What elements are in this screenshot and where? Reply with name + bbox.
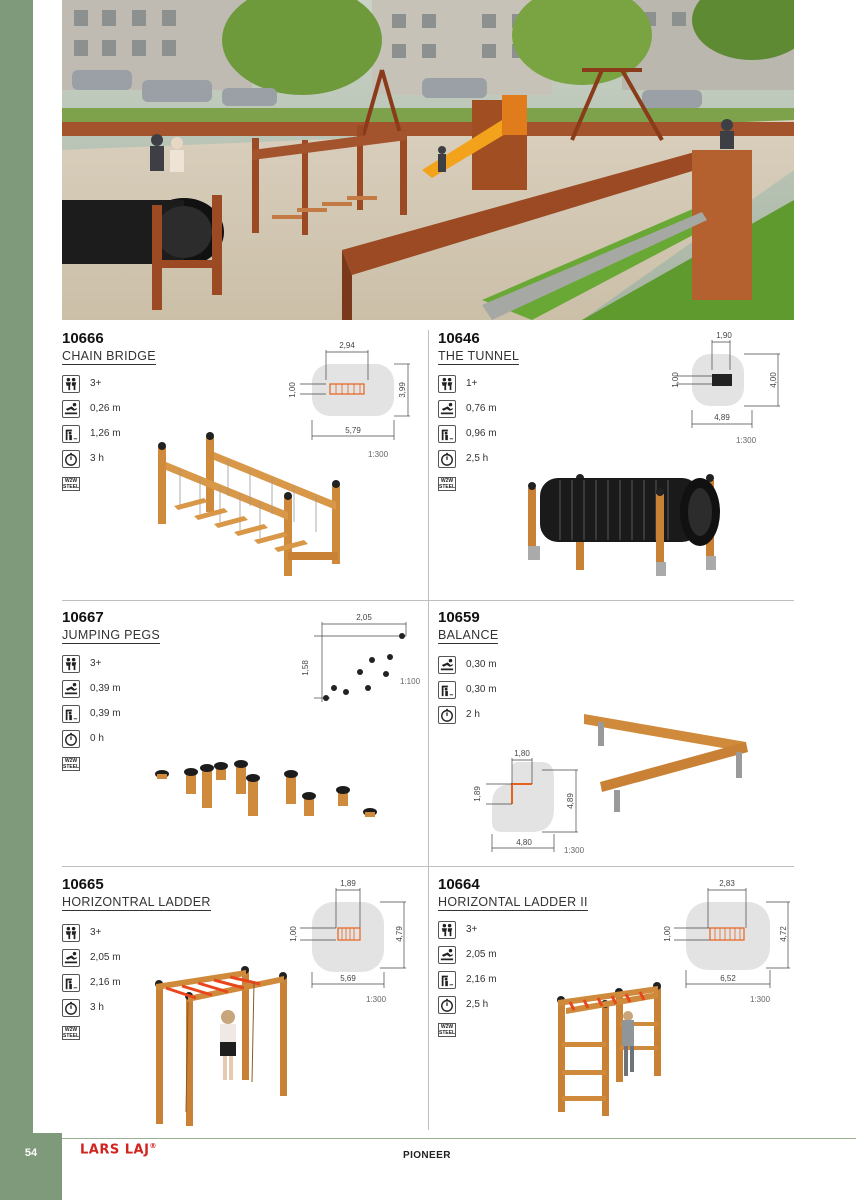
spec-w2w: [438, 1017, 497, 1042]
peg-posts: [155, 760, 377, 817]
plan-drawing: [300, 612, 420, 712]
platform-height-icon: [62, 705, 80, 723]
product-render: [150, 428, 360, 588]
child-age-icon: [438, 375, 456, 393]
plan-scale: 1:100: [400, 677, 421, 686]
fall-height-icon: [438, 946, 456, 964]
section-title: PIONEER: [403, 1150, 451, 1161]
product-name: HORIZONTAL LADDER II: [438, 895, 588, 909]
product-code: 10646: [438, 330, 480, 347]
spec-platform-height: 0,96 m: [438, 421, 497, 446]
w2w-steel-badge: W2W STEEL: [63, 477, 80, 490]
product-render: [150, 756, 390, 826]
spec-fall-height: 2,05 m: [62, 945, 121, 970]
svg-text:5,69: 5,69: [340, 974, 356, 983]
product-code: 10664: [438, 876, 480, 893]
w2w-steel-badge: W2W STEEL: [63, 757, 80, 770]
spec-w2w: [62, 471, 121, 496]
svg-text:5,79: 5,79: [345, 426, 361, 435]
spec-platform-height: 0,39 m: [62, 701, 121, 726]
svg-text:4,89: 4,89: [714, 413, 730, 422]
plan-drawing: [672, 330, 792, 440]
product-render: [580, 706, 760, 816]
product-render: [148, 962, 298, 1132]
product-10664: [438, 877, 588, 911]
spec-age: 3+: [62, 651, 121, 676]
spec-platform-height: 2,16 m: [62, 970, 121, 995]
spec-install-time: 0 h: [62, 726, 121, 751]
spec-fall-height: 2,05 m: [438, 942, 497, 967]
spec-install-time: 2,5 h: [438, 446, 497, 471]
column-divider: [428, 330, 429, 1130]
spec-install-time: 2 h: [438, 702, 497, 727]
row-divider-1: [62, 600, 794, 601]
product-10667: [62, 610, 160, 644]
spec-w2w: [62, 1020, 121, 1045]
spec-fall-height: 0,26 m: [62, 396, 121, 421]
svg-text:2,83: 2,83: [719, 879, 735, 888]
svg-text:1,58: 1,58: [301, 660, 310, 676]
svg-text:1,00: 1,00: [671, 372, 680, 388]
install-time-icon: [62, 730, 80, 748]
fall-height-icon: [438, 400, 456, 418]
svg-text:4,89: 4,89: [566, 793, 575, 809]
svg-text:1,89: 1,89: [340, 879, 356, 888]
install-time-icon: [62, 999, 80, 1017]
svg-text:1,89: 1,89: [473, 786, 482, 802]
product-10659: [438, 610, 498, 644]
spec-list: [62, 920, 121, 1045]
brand-logo: LARS LAJ®: [80, 1142, 157, 1158]
svg-text:6,52: 6,52: [720, 974, 736, 983]
spec-fall-height: 0,76 m: [438, 396, 497, 421]
product-name: HORIZONTRAL LADDER: [62, 895, 211, 909]
platform-height-icon: [62, 425, 80, 443]
spec-list: [62, 651, 121, 776]
svg-text:4,80: 4,80: [516, 838, 532, 847]
product-code: 10667: [62, 609, 104, 626]
spec-age: 3+: [62, 920, 121, 945]
product-10646: [438, 331, 519, 365]
product-code: 10665: [62, 876, 104, 893]
product-name: CHAIN BRIDGE: [62, 349, 156, 363]
plan-scale: 1:300: [736, 436, 757, 445]
spec-fall-height: 0,39 m: [62, 676, 121, 701]
install-time-icon: [62, 450, 80, 468]
svg-text:4,72: 4,72: [779, 926, 788, 942]
svg-text:1,80: 1,80: [514, 749, 530, 758]
spec-w2w: [62, 751, 121, 776]
svg-text:4,00: 4,00: [769, 372, 778, 388]
w2w-steel-badge: W2W STEEL: [439, 1023, 456, 1036]
spec-platform-height: 0,30 m: [438, 677, 497, 702]
plan-scale: 1:300: [368, 450, 389, 459]
plan-drawing: [472, 748, 592, 858]
fall-height-icon: [438, 656, 456, 674]
product-name: THE TUNNEL: [438, 349, 520, 363]
child-age-icon: [438, 921, 456, 939]
w2w-steel-badge: W2W STEEL: [439, 477, 456, 490]
spec-list: [438, 371, 497, 496]
install-time-icon: [438, 996, 456, 1014]
row-divider-2: [62, 866, 794, 867]
install-time-icon: [438, 706, 456, 724]
page-number: 54: [24, 1147, 38, 1159]
svg-text:3,99: 3,99: [398, 382, 407, 398]
spec-platform-height: 1,26 m: [62, 421, 121, 446]
product-code: 10666: [62, 330, 104, 347]
fall-height-icon: [62, 400, 80, 418]
plan-scale: 1:300: [564, 846, 585, 855]
product-10666: [62, 331, 156, 365]
spec-list: [62, 371, 121, 496]
plan-scale: 1:300: [366, 995, 387, 1004]
svg-text:2,05: 2,05: [356, 613, 372, 622]
platform-height-icon: [62, 974, 80, 992]
spec-age: 3+: [62, 371, 121, 396]
spec-install-time: 3 h: [62, 995, 121, 1020]
platform-height-icon: [438, 971, 456, 989]
svg-text:4,79: 4,79: [395, 926, 404, 942]
child-age-icon: [62, 924, 80, 942]
spec-age: 3+: [438, 917, 497, 942]
spec-install-time: 2,5 h: [438, 992, 497, 1017]
footer-divider: [62, 1138, 856, 1139]
plan-scale: 1:300: [750, 995, 771, 1004]
platform-height-icon: [438, 425, 456, 443]
plan-drawing: [290, 876, 414, 992]
fall-height-icon: [62, 680, 80, 698]
hero-photo: [62, 0, 794, 320]
product-render: [520, 462, 730, 582]
page-number-tab: [0, 1133, 62, 1200]
spec-list: [438, 652, 497, 727]
product-name: BALANCE: [438, 628, 499, 642]
svg-text:1,90: 1,90: [716, 331, 732, 340]
side-color-bar: [0, 0, 33, 1133]
spec-age: 1+: [438, 371, 497, 396]
child-age-icon: [62, 375, 80, 393]
product-render: [552, 978, 682, 1118]
product-code: 10659: [438, 609, 480, 626]
spec-w2w: [438, 471, 497, 496]
child-age-icon: [62, 655, 80, 673]
install-time-icon: [438, 450, 456, 468]
product-10665: [62, 877, 211, 911]
spec-install-time: 3 h: [62, 446, 121, 471]
product-name: JUMPING PEGS: [62, 628, 161, 642]
w2w-steel-badge: W2W STEEL: [63, 1026, 80, 1039]
spec-list: [438, 917, 497, 1042]
platform-height-icon: [438, 681, 456, 699]
spec-platform-height: 2,16 m: [438, 967, 497, 992]
spec-fall-height: 0,30 m: [438, 652, 497, 677]
fall-height-icon: [62, 949, 80, 967]
plan-drawing: [664, 876, 794, 992]
svg-text:1,00: 1,00: [288, 382, 297, 398]
svg-text:1,00: 1,00: [663, 926, 672, 942]
svg-text:2,94: 2,94: [339, 341, 355, 350]
svg-text:1,00: 1,00: [289, 926, 298, 942]
